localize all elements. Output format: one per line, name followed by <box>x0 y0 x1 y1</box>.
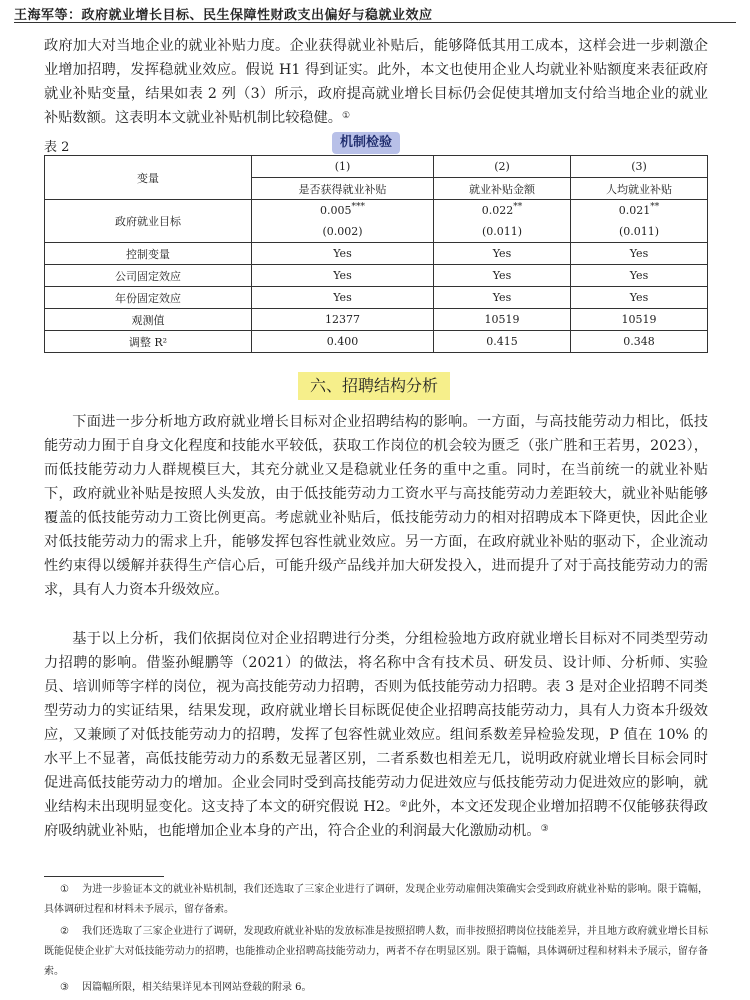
table-row <box>45 287 708 309</box>
table-cell: Yes <box>252 287 434 309</box>
table-row <box>45 309 708 331</box>
table-cell: 10519 <box>570 309 707 331</box>
table-cell: 10519 <box>433 309 570 331</box>
footnote-rule <box>44 876 164 877</box>
table-cell: Yes <box>570 287 707 309</box>
col-number-2: (2) <box>433 156 570 178</box>
footnote-ref-1[interactable]: ① <box>341 111 351 121</box>
table-cell: Yes <box>252 243 434 265</box>
footnote-ref-3[interactable]: ③ <box>540 824 549 834</box>
row-label: 政府就业目标 <box>45 200 252 243</box>
table-cell: 12377 <box>252 309 434 331</box>
col-number-1: (1) <box>252 156 434 178</box>
table-cell: Yes <box>433 287 570 309</box>
footnote-2: ② 我们还选取了三家企业进行了调研，发现政府就业补贴的发放标准是按照招聘人数，而非按照招聘岗位技能差异，并且地方政府就业增长目标既能促使企业扩大对低技能劳动力的招聘，也能推动企业招聘高技能劳动力，两者不存在明显区别。限于篇幅，具体调研过程和材料未予展示，留存备索。 <box>44 926 708 977</box>
table-cell: Yes <box>252 265 434 287</box>
mechanism-table <box>44 155 708 353</box>
paragraph-text: 下面进一步分析地方政府就业增长目标对企业招聘结构的影响。一方面，与高技能劳动力相比，低技能劳动力囿于自身文化程度和技能水平较低，获取工作岗位的机会较为匮乏（张广胜和王若男，2023），而低技能劳动力人群规模巨大，其充分就业又是稳就业任务的重中之重。同时，在当前统一的就业补贴下，政府就业补贴是按照人头发放，由于低技能劳动力工资水平与高技能劳动力差距较大，就业补贴能够覆盖的低技能劳动力工资比例更高。考虑就业补贴后，低技能劳动力的相对招聘成本下降更快，因此企业对低技能劳动力的需求上升，能够发挥包容性就业效应。另一方面，在政府就业补贴的驱动下，企业流动性约束得以缓解并获得生产信心后，可能升级产品线并加大研发投入，进而提升了对于高技能劳动力的需求，具有人力资本升级效应。 <box>44 414 708 598</box>
intro-text: 政府加大对当地企业的就业补贴力度。企业获得就业补贴后，能够降低其用工成本，这样会进一步刺激企业增加招聘，发挥稳就业效应。假说 H1 得到证实。此外，本文也使用企业人均就业补贴额度来表征政府就业补贴变量，结果如表 2 列（3）所示，政府提高就业增长目标仍会促使其增加支付给当地企业的就业补贴数额。这表明本文就业补贴机制比较稳健。 <box>44 38 708 126</box>
body-paragraph-2 <box>44 627 708 843</box>
col-name-1: 是否获得就业补贴 <box>252 178 434 200</box>
running-header: 王海军等：政府就业增长目标、民生保障性财政支出偏好与稳就业效应 <box>14 8 433 23</box>
footnote-3: ③ 因篇幅所限，相关结果详见本刊网站登载的附录 6。 <box>60 982 312 993</box>
table-row <box>45 265 708 287</box>
table-label: 表 2 <box>44 140 70 155</box>
row-label: 年份固定效应 <box>45 287 252 309</box>
table-cell: Yes <box>433 243 570 265</box>
footnote-1: ① 为进一步验证本文的就业补贴机制，我们还选取了三家企业进行了调研，发现企业劳动雇佣决策确实会受到政府就业补贴的影响。限于篇幅，具体调研过程和材料未予展示，留存备索。 <box>44 884 708 915</box>
col-number-3: (3) <box>570 156 707 178</box>
coef-cell: 0.022** <box>433 200 570 222</box>
table-cell: 0.400 <box>252 331 434 353</box>
row-label: 观测值 <box>45 309 252 331</box>
footnote-ref-2[interactable]: ② <box>399 800 408 810</box>
table-cell: Yes <box>570 265 707 287</box>
paragraph-text: 此外，本文还发现企业增加招聘不仅能够获得政府吸纳就业补贴，也能增加企业本身的产出，符合企业的利润最大化激励动机。 <box>44 799 708 839</box>
se-cell: (0.002) <box>252 221 434 243</box>
row-label: 公司固定效应 <box>45 265 252 287</box>
se-cell: (0.011) <box>433 221 570 243</box>
table-title: 机制检验 <box>332 132 400 154</box>
section-title: 六、招聘结构分析 <box>298 372 450 400</box>
table-cell: Yes <box>433 265 570 287</box>
body-paragraph-1 <box>44 410 708 602</box>
table-row <box>45 331 708 353</box>
table-cell: Yes <box>570 243 707 265</box>
header-rule <box>14 22 736 23</box>
coef-cell: 0.021** <box>570 200 707 222</box>
table-row-gov-target <box>45 200 708 222</box>
table-cell: 0.348 <box>570 331 707 353</box>
header-variable: 变量 <box>45 156 252 200</box>
col-name-3: 人均就业补贴 <box>570 178 707 200</box>
intro-paragraph <box>44 34 708 130</box>
col-name-2: 就业补贴金额 <box>433 178 570 200</box>
paragraph-text: 基于以上分析，我们依据岗位对企业招聘进行分类，分组检验地方政府就业增长目标对不同类型劳动力招聘的影响。借鉴孙鲲鹏等（2021）的做法，将名称中含有技术员、研发员、设计师、分析师、实验员、培训师等字样的岗位，视为高技能劳动力招聘，否则为低技能劳动力招聘。表 3 是对企业招聘不同类型劳动力的实证结果，结果发现，政府就业增长目标既促使企业招聘高技能劳动力，具有人力资本升级效应，又兼顾了对低技能劳动力的招聘，发挥了包容性就业效应。组间系数差异检验发现，P 值在 10% 的水平上不显著，高低技能劳动力的系数无显著区别，二者系数也相差无几，说明政府就业增长目标会同时促进高低技能劳动力的增加。企业会同时受到高技能劳动力促进效应与低技能劳动力促进效应的影响，就业结构未出现明显变化。这支持了本文的研究假说 H2。 <box>44 631 708 815</box>
table-header-row <box>45 156 708 178</box>
row-label: 调整 R² <box>45 331 252 353</box>
se-cell: (0.011) <box>570 221 707 243</box>
table-cell: 0.415 <box>433 331 570 353</box>
row-label: 控制变量 <box>45 243 252 265</box>
table-row <box>45 243 708 265</box>
coef-cell: 0.005*** <box>252 200 434 222</box>
